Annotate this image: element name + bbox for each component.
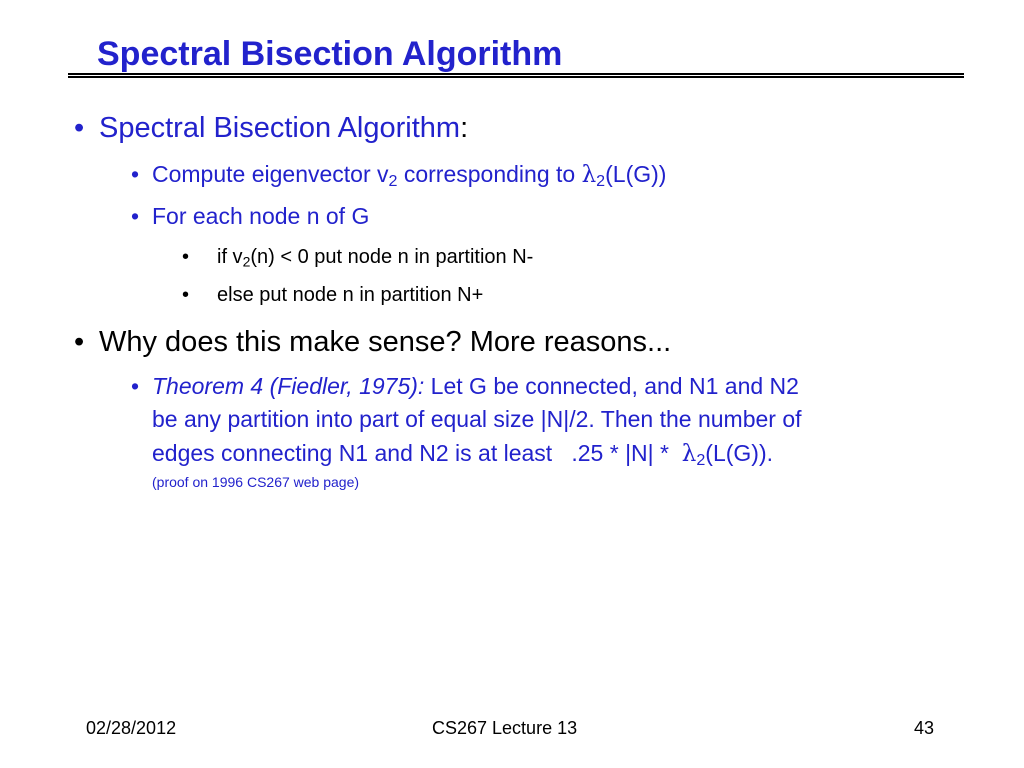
title-underline xyxy=(68,73,964,75)
slide-title: Spectral Bisection Algorithm xyxy=(97,35,563,73)
bullet-marker: • xyxy=(74,112,85,144)
sub-bullet-compute-eigenvector xyxy=(152,161,667,191)
sub-bullet-marker: • xyxy=(131,161,140,187)
text-segment: Let G be connected, and N1 and N2 xyxy=(424,373,799,399)
text-segment: (n) < 0 put node n in partition N- xyxy=(250,246,534,268)
text-segment: Compute eigenvector v xyxy=(152,161,389,187)
colon: : xyxy=(460,112,469,144)
bullet-why-does-this-make-sense: Why does this make sense? More reasons... xyxy=(99,326,672,358)
sub-sub-bullet-partition-n-plus: else put node n in partition N+ xyxy=(217,284,484,306)
subscript: 2 xyxy=(596,172,606,191)
bullet-marker: • xyxy=(74,326,85,358)
theorem-citation: Theorem 4 (Fiedler, 1975): xyxy=(152,373,425,399)
theorem-line-1 xyxy=(152,373,799,400)
text-segment: corresponding to xyxy=(397,161,582,187)
text-segment: (L(G)) xyxy=(605,161,667,187)
lambda-symbol: λ xyxy=(681,441,697,467)
sub-sub-bullet-marker: • xyxy=(182,246,190,268)
theorem-line-2: be any partition into part of equal size |N|/2. Then the number of xyxy=(152,406,802,432)
footer-page-number: 43 xyxy=(914,718,935,738)
text-segment: (L(G)). xyxy=(705,440,774,466)
text-segment: if v xyxy=(217,246,243,268)
subscript: 2 xyxy=(388,172,398,191)
bullet-text: Spectral Bisection Algorithm xyxy=(99,112,461,144)
proof-note: (proof on 1996 CS267 web page) xyxy=(152,474,360,490)
lambda-symbol: λ xyxy=(581,162,597,188)
subscript: 2 xyxy=(696,451,706,470)
title-underline-second xyxy=(68,76,964,78)
text-segment: edges connecting N1 and N2 is at least .25 * |N| * xyxy=(152,440,682,466)
sub-bullet-marker: • xyxy=(131,203,140,229)
footer-course: CS267 Lecture 13 xyxy=(432,718,578,738)
sub-bullet-for-each-node: For each node n of G xyxy=(152,203,370,229)
theorem-line-3 xyxy=(152,440,774,470)
sub-bullet-marker: • xyxy=(131,373,140,399)
bullet-spectral-bisection xyxy=(99,112,468,145)
footer-date: 02/28/2012 xyxy=(86,718,177,738)
subscript: 2 xyxy=(242,253,251,270)
sub-sub-bullet-marker: • xyxy=(182,284,190,306)
sub-sub-bullet-partition-n-minus xyxy=(217,246,533,269)
